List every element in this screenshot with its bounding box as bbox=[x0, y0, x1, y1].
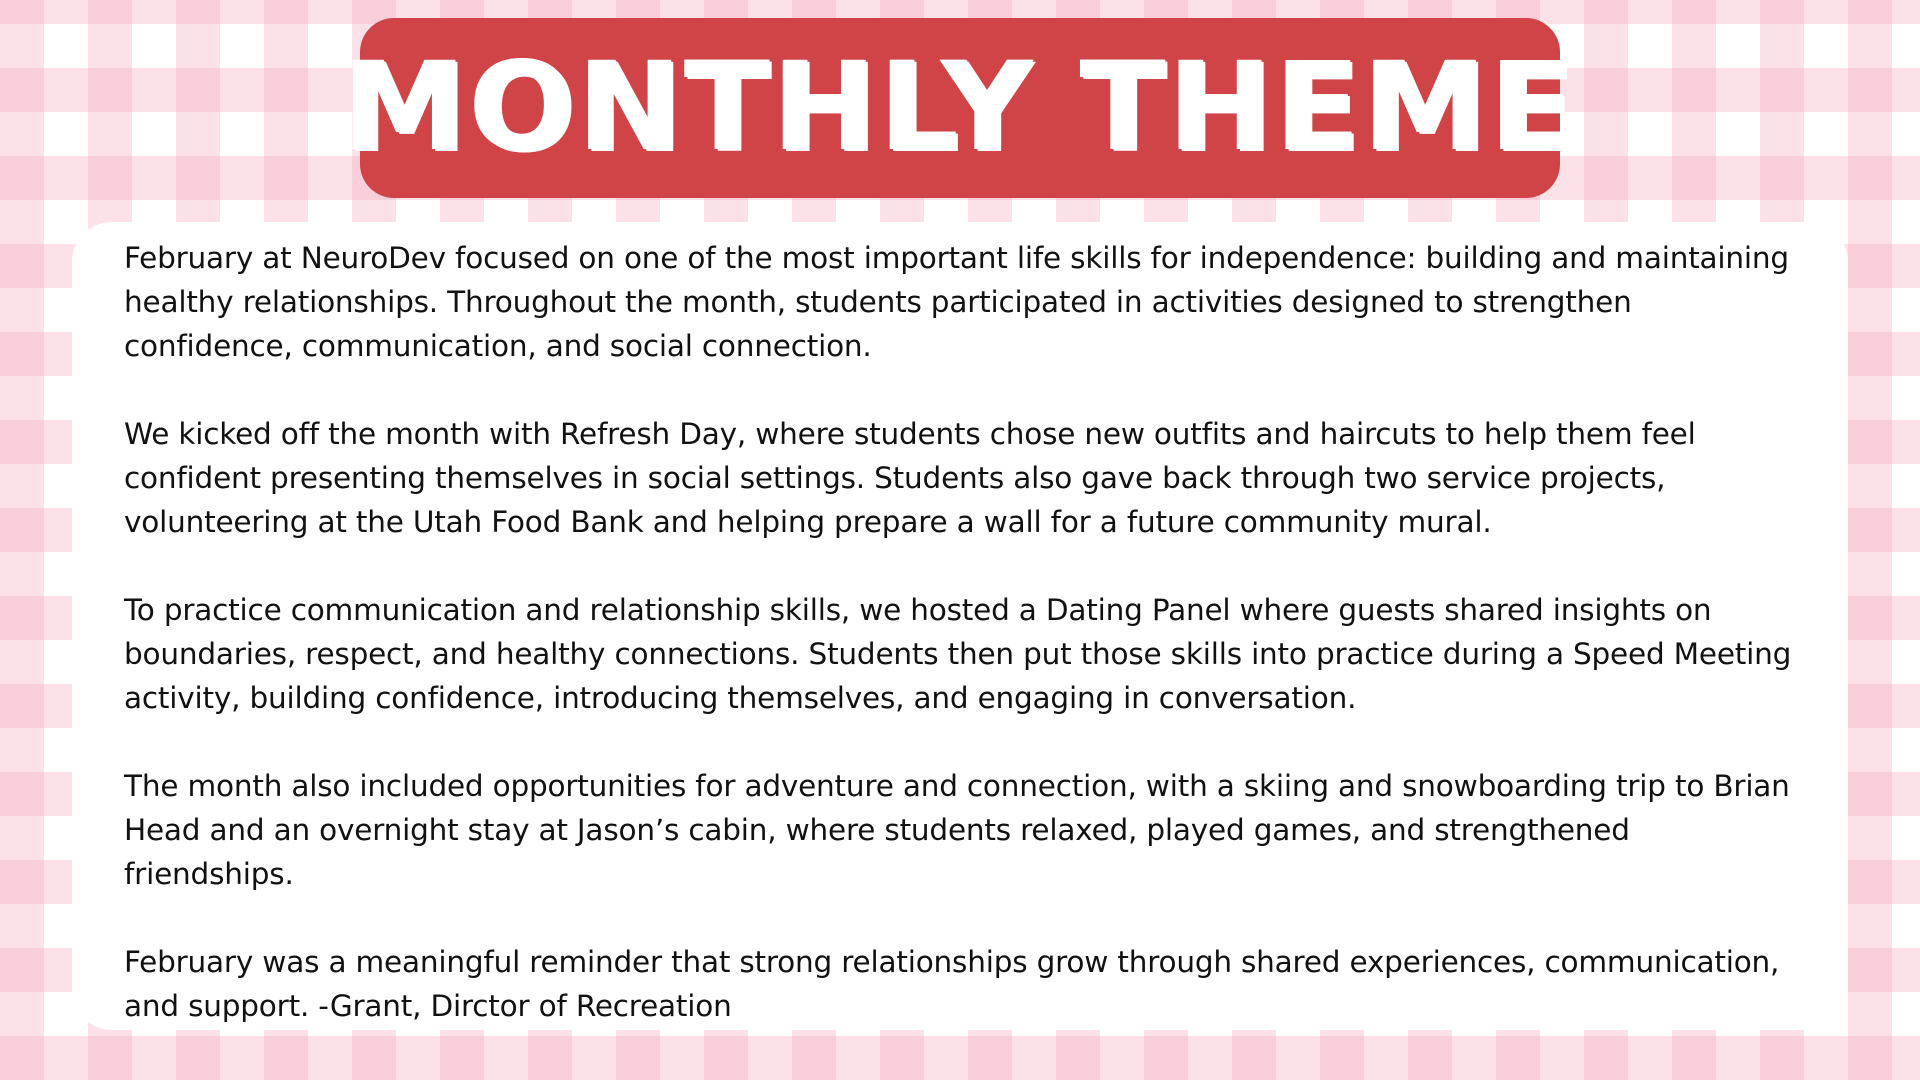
page-title: MONTHLY THEME bbox=[342, 36, 1578, 179]
content-card bbox=[72, 222, 1848, 1030]
paragraph-refresh-day: We kicked off the month with Refresh Day, where students chose new outfits and haircuts to help them feel confident presenting themselves in social settings. Students also gave back through two service projects, volunteering at the Utah Food Bank and helping prepare a wall for a future community mural. bbox=[124, 417, 1696, 539]
paragraph-adventure: The month also included opportunities for adventure and connection, with a skiing and snowboarding trip to Brian Head and an overnight stay at Jason’s cabin, where students relaxed, played games, and strengthened friendships. bbox=[124, 769, 1790, 891]
paragraph-dating-panel: To practice communication and relationship skills, we hosted a Dating Panel where guests shared insights on boundaries, respect, and healthy connections. Students then put those skills into practice during a Speed Meeting activity, building confidence, introducing themselves, and engaging in conversation. bbox=[124, 593, 1792, 715]
paragraph-closing: February was a meaningful reminder that strong relationships grow through shared experiences, communication, and support. -Grant, Dirctor of Recreation bbox=[124, 945, 1780, 1023]
paragraph-intro: February at NeuroDev focused on one of the most important life skills for independence: building and maintaining healthy relationships. Throughout the month, students participated in activities designed to strengthen confidence, communication, and social connection. bbox=[124, 241, 1789, 363]
title-banner bbox=[342, 18, 1578, 198]
